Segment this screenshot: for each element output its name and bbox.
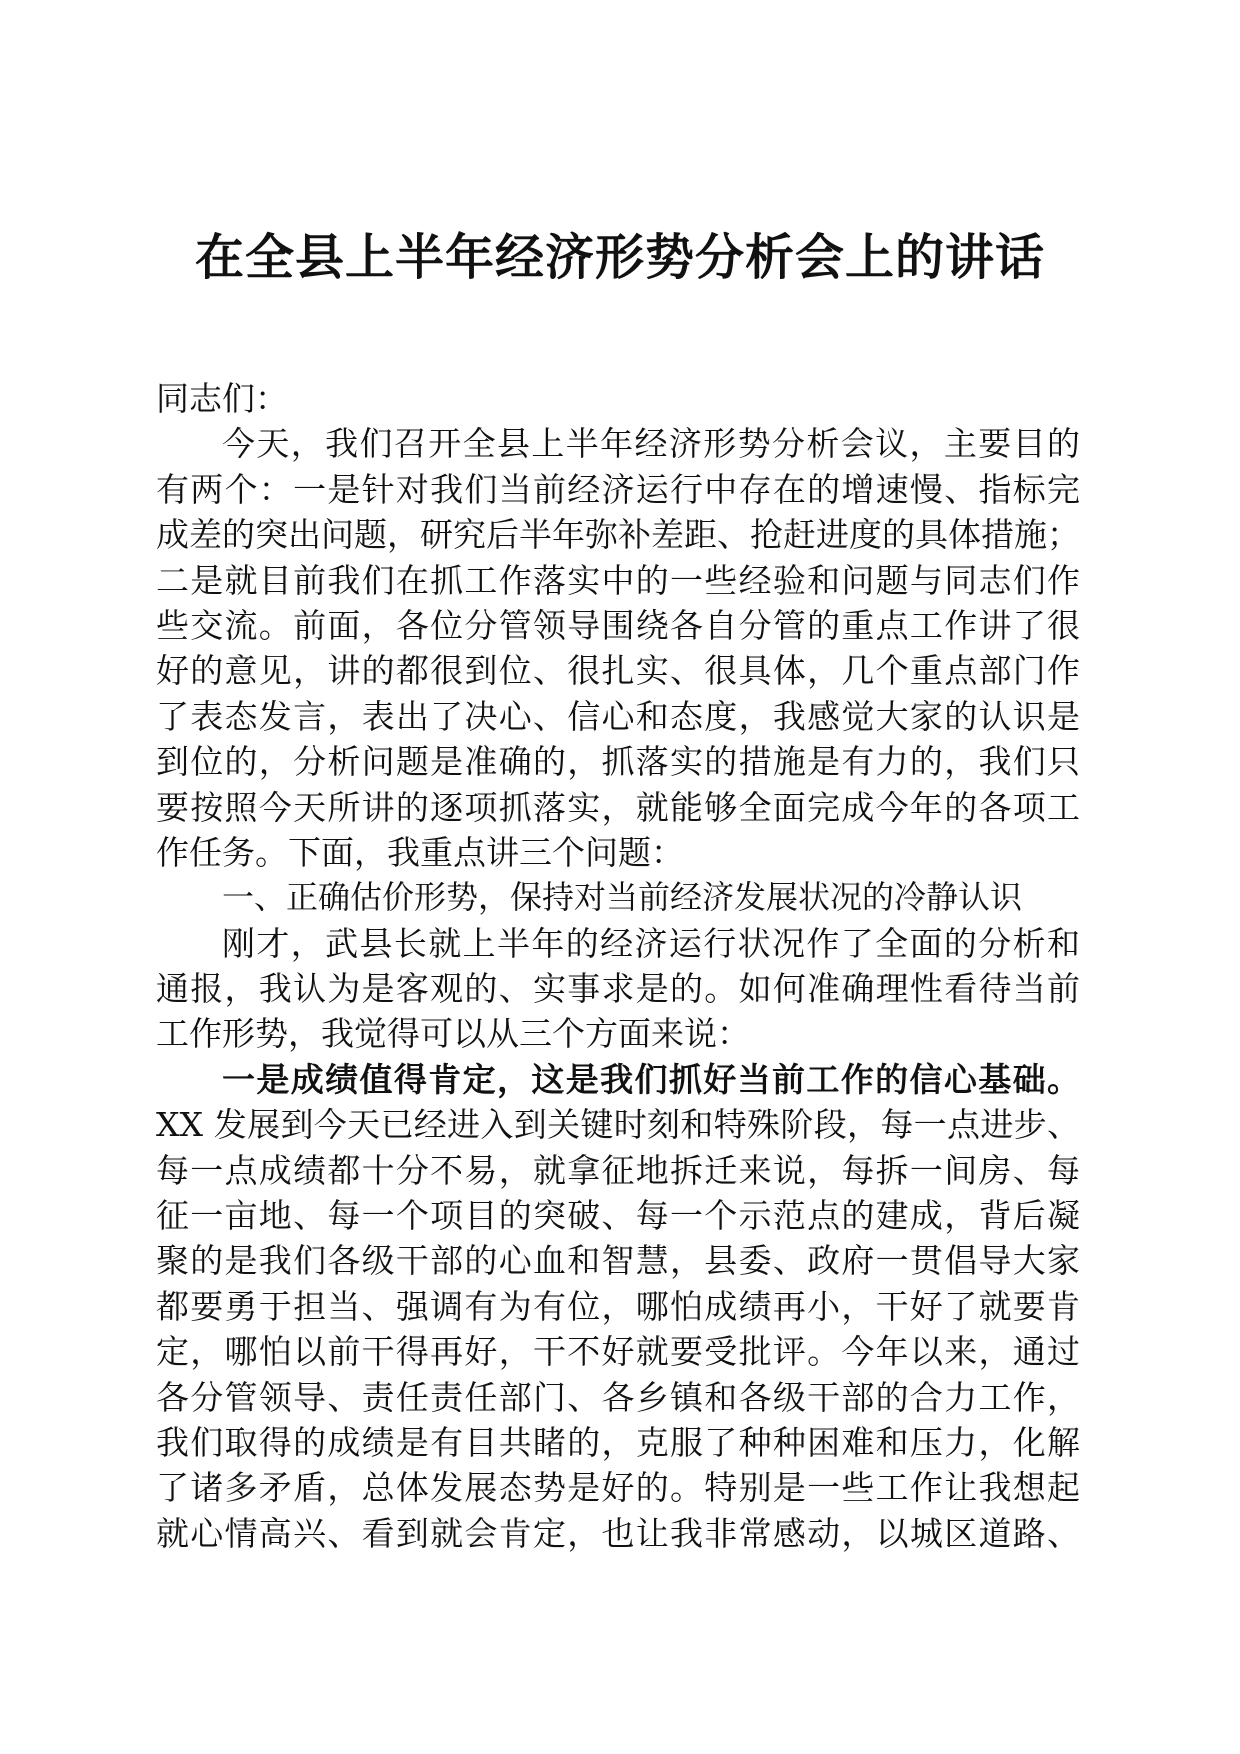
paragraph-line: 都要勇于担当、强调有为有位，哪怕成绩再小，干好了就要肯 xyxy=(156,1286,1080,1326)
paragraph-line: 工作形势，我觉得可以从三个方面来说： xyxy=(156,1014,750,1054)
bold-subheading-line: 一是成绩值得肯定，这是我们抓好当前工作的信心基础。 xyxy=(222,1059,1080,1099)
paragraph-line: 到位的，分析问题是准确的，抓落实的措施是有力的，我们只 xyxy=(156,742,1080,782)
paragraph-line: XX 发展到今天已经进入到关键时刻和特殊阶段，每一点进步、 xyxy=(156,1105,1080,1145)
paragraph-line: 每一点成绩都十分不易，就拿征地拆迁来说，每拆一间房、每 xyxy=(156,1150,1080,1190)
paragraph-line: 各分管领导、责任责任部门、各乡镇和各级干部的合力工作， xyxy=(156,1377,1080,1417)
document-title: 在全县上半年经济形势分析会上的讲话 xyxy=(194,228,1045,286)
paragraph-line: 了表态发言，表出了决心、信心和态度，我感觉大家的认识是 xyxy=(156,696,1080,736)
paragraph-line: 有两个：一是针对我们当前经济运行中存在的增速慢、指标完 xyxy=(156,469,1080,509)
paragraph-line: 征一亩地、每一个项目的突破、每一个示范点的建成，背后凝 xyxy=(156,1196,1080,1236)
document-body xyxy=(156,376,1080,1556)
section-heading: 一、正确估价形势，保持对当前经济发展状况的冷静认识 xyxy=(222,878,1023,917)
paragraph-line: 今天，我们召开全县上半年经济形势分析会议，主要目的 xyxy=(222,424,1080,464)
paragraph-line: 了诸多矛盾，总体发展态势是好的。特别是一些工作让我想起 xyxy=(156,1468,1080,1508)
paragraph-line: 我们取得的成绩是有目共睹的，克服了种种困难和压力，化解 xyxy=(156,1422,1080,1462)
paragraph-line: 要按照今天所讲的逐项抓落实，就能够全面完成今年的各项工 xyxy=(156,787,1080,827)
paragraph-line: 聚的是我们各级干部的心血和智慧，县委、政府一贯倡导大家 xyxy=(156,1241,1080,1281)
paragraph-line: 成差的突出问题，研究后半年弥补差距、抢赶进度的具体措施； xyxy=(156,515,1080,555)
salutation-line: 同志们： xyxy=(156,379,288,418)
paragraph-line: 些交流。前面，各位分管领导围绕各自分管的重点工作讲了很 xyxy=(156,605,1080,645)
paragraph-line: 通报，我认为是客观的、实事求是的。如何准确理性看待当前 xyxy=(156,969,1080,1009)
paragraph-line: 就心情高兴、看到就会肯定，也让我非常感动，以城区道路、 xyxy=(156,1513,1080,1553)
paragraph-line: 二是就目前我们在抓工作落实中的一些经验和问题与同志们作 xyxy=(156,560,1080,600)
paragraph-line: 作任务。下面，我重点讲三个问题： xyxy=(156,832,684,872)
paragraph-line: 好的意见，讲的都很到位、很扎实、很具体，几个重点部门作 xyxy=(156,651,1080,691)
paragraph-line: 刚才，武县长就上半年的经济运行状况作了全面的分析和 xyxy=(222,923,1080,963)
paragraph-line: 定，哪怕以前干得再好，干不好就要受批评。今年以来，通过 xyxy=(156,1332,1080,1372)
